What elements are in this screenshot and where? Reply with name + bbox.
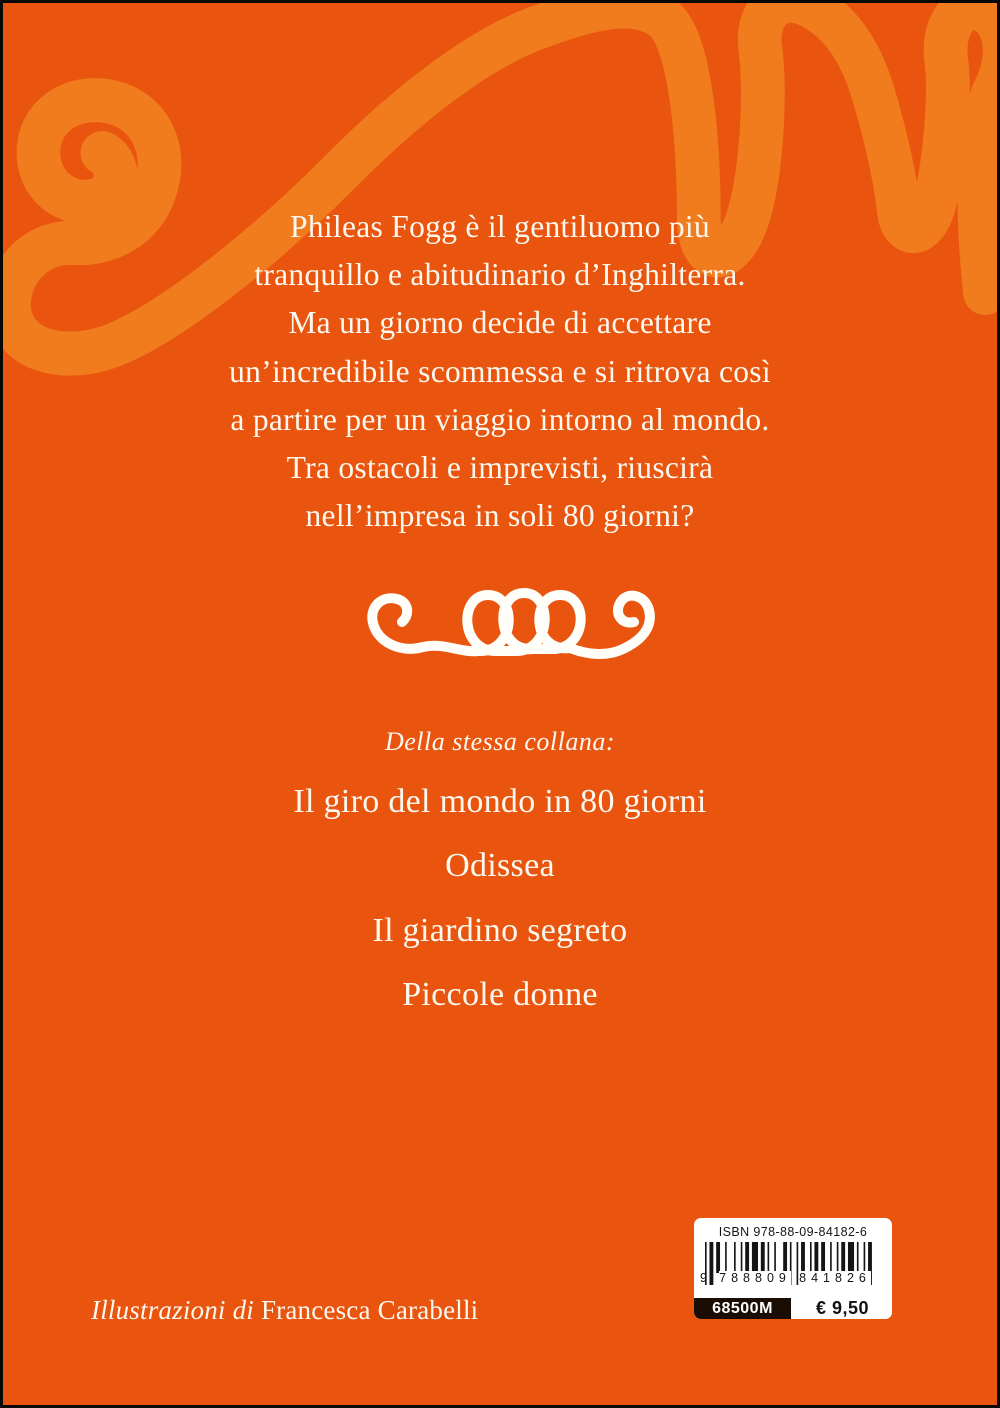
blurb-line: Phileas Fogg è il gentiluomo più bbox=[290, 209, 710, 244]
price-badge: € 9,50 bbox=[791, 1298, 892, 1319]
barcode-digit-group: 841826 bbox=[799, 1271, 871, 1285]
illustrator-credit bbox=[91, 1295, 478, 1326]
barcode-label bbox=[694, 1218, 892, 1319]
series-title: Odissea bbox=[445, 847, 555, 885]
blurb-line: Ma un giorno decide di accettare bbox=[288, 305, 712, 341]
flourish-divider-path bbox=[372, 593, 650, 654]
flourish-divider-icon bbox=[355, 581, 655, 665]
series-heading: Della stessa collana: bbox=[384, 727, 616, 756]
series-title: Il giro del mondo in 80 giorni bbox=[293, 783, 707, 820]
barcode-digit-group: 9 bbox=[700, 1271, 707, 1285]
blurb-text bbox=[3, 203, 997, 540]
series-title: Piccole donne bbox=[402, 976, 598, 1014]
isbn-text: ISBN 978-88-09-84182-6 bbox=[718, 1225, 868, 1239]
blurb-line: a partire per un viaggio intorno al mondo. bbox=[230, 401, 770, 437]
series-title: Il giardino segreto bbox=[372, 911, 628, 949]
blurb-line: Tra ostacoli e imprevisti, riuscirà bbox=[286, 450, 714, 486]
blurb-line: nell’impresa in soli 80 giorni? bbox=[305, 498, 695, 534]
barcode-label-bottom-row bbox=[694, 1298, 892, 1319]
blurb-line: tranquillo e abitudinario d’Inghilterra. bbox=[254, 257, 746, 293]
blurb-line: un’incredibile scommessa e si ritrova così bbox=[229, 353, 771, 389]
credit-name: Francesca Carabelli bbox=[260, 1295, 479, 1325]
barcode-digit-group: 788809 bbox=[719, 1271, 791, 1285]
edition-code-badge: 68500M bbox=[694, 1298, 791, 1319]
barcode-digits bbox=[700, 1271, 883, 1287]
credit-prefix: Illustrazioni di bbox=[91, 1295, 254, 1325]
series-list bbox=[3, 770, 997, 1028]
